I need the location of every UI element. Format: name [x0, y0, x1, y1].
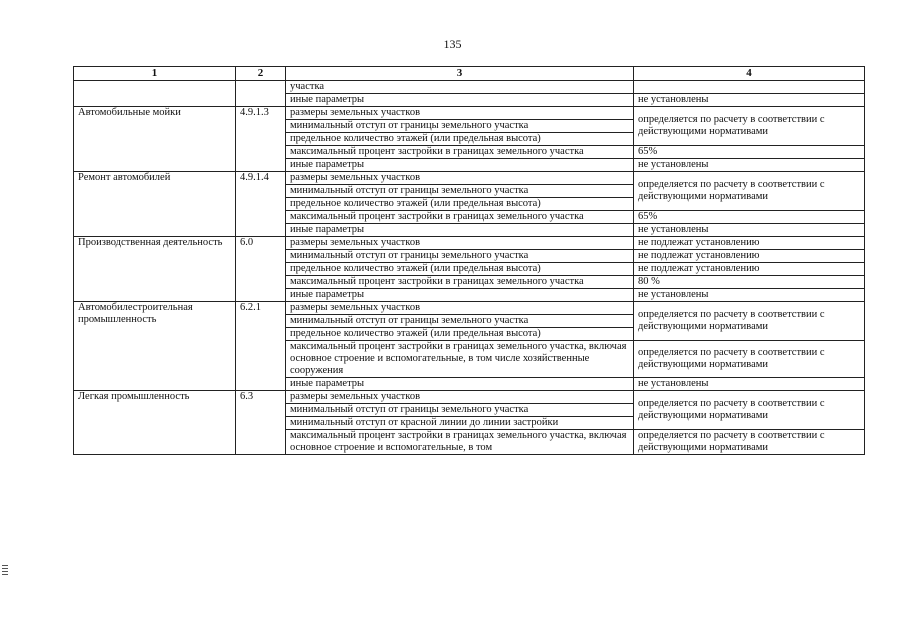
- table-row: [74, 172, 865, 185]
- use-code-cell: 4.9.1.4: [236, 172, 286, 237]
- param-cell: предельное количество этажей (или предельная высота): [286, 263, 634, 276]
- param-cell: размеры земельных участков: [286, 237, 634, 250]
- param-cell: размеры земельных участков: [286, 391, 634, 404]
- header-col-3: 3: [286, 67, 634, 81]
- regulations-table: [73, 66, 865, 455]
- value-cell: не установлены: [634, 94, 865, 107]
- param-cell: иные параметры: [286, 289, 634, 302]
- table-header-row: [74, 67, 865, 81]
- param-cell: предельное количество этажей (или предельная высота): [286, 328, 634, 341]
- use-code-cell: 6.2.1: [236, 302, 286, 391]
- value-cell: не установлены: [634, 159, 865, 172]
- value-cell: 80 %: [634, 276, 865, 289]
- value-cell: определяется по расчету в соответствии с действующими нормативами: [634, 341, 865, 378]
- scan-margin-marks: [2, 565, 8, 577]
- use-name-cell: Автомобилестроительная промышленность: [74, 302, 236, 391]
- page-number: 135: [443, 37, 462, 51]
- use-name-cell: [74, 81, 236, 107]
- regulations-table-wrapper: [73, 66, 864, 455]
- value-cell: определяется по расчету в соответствии с действующими нормативами: [634, 391, 865, 430]
- table-row: [74, 302, 865, 315]
- use-code-cell: 6.3: [236, 391, 286, 455]
- value-cell: определяется по расчету в соответствии с действующими нормативами: [634, 107, 865, 146]
- use-code-cell: 6.0: [236, 237, 286, 302]
- param-cell: предельное количество этажей (или предельная высота): [286, 198, 634, 211]
- use-name-cell: Ремонт автомобилей: [74, 172, 236, 237]
- param-cell: максимальный процент застройки в границах земельного участка, включая основное строение и вспомогательные, в том: [286, 430, 634, 455]
- param-cell: минимальный отступ от границы земельного участка: [286, 120, 634, 133]
- param-cell: минимальный отступ от границы земельного участка: [286, 315, 634, 328]
- param-cell: минимальный отступ от границы земельного участка: [286, 250, 634, 263]
- param-cell: размеры земельных участков: [286, 172, 634, 185]
- value-cell: определяется по расчету в соответствии с действующими нормативами: [634, 302, 865, 341]
- param-cell: участка: [286, 81, 634, 94]
- param-cell: минимальный отступ от границы земельного участка: [286, 404, 634, 417]
- use-name-cell: Производственная деятельность: [74, 237, 236, 302]
- param-cell: минимальный отступ от границы земельного участка: [286, 185, 634, 198]
- value-cell: не установлены: [634, 289, 865, 302]
- value-cell: определяется по расчету в соответствии с действующими нормативами: [634, 430, 865, 455]
- param-cell: максимальный процент застройки в границах земельного участка: [286, 276, 634, 289]
- table-row: [74, 237, 865, 250]
- value-cell: не подлежат установлению: [634, 237, 865, 250]
- table-row: [74, 391, 865, 404]
- use-code-cell: [236, 81, 286, 107]
- param-cell: иные параметры: [286, 378, 634, 391]
- header-col-1: 1: [74, 67, 236, 81]
- value-cell: не подлежат установлению: [634, 263, 865, 276]
- table-row: [74, 107, 865, 120]
- param-cell: минимальный отступ от красной линии до линии застройки: [286, 417, 634, 430]
- param-cell: иные параметры: [286, 159, 634, 172]
- param-cell: максимальный процент застройки в границах земельного участка: [286, 211, 634, 224]
- param-cell: иные параметры: [286, 94, 634, 107]
- use-name-cell: Автомобильные мойки: [74, 107, 236, 172]
- header-col-4: 4: [634, 67, 865, 81]
- table-row: [74, 81, 865, 94]
- value-cell: 65%: [634, 146, 865, 159]
- param-cell: максимальный процент застройки в границах земельного участка: [286, 146, 634, 159]
- use-name-cell: Легкая промышленность: [74, 391, 236, 455]
- param-cell: размеры земельных участков: [286, 302, 634, 315]
- value-cell: не подлежат установлению: [634, 250, 865, 263]
- param-cell: размеры земельных участков: [286, 107, 634, 120]
- param-cell: максимальный процент застройки в границах земельного участка, включая основное строение и вспомогательные, в том числе хозяйственные сооружения: [286, 341, 634, 378]
- header-col-2: 2: [236, 67, 286, 81]
- value-cell: 65%: [634, 211, 865, 224]
- value-cell: [634, 81, 865, 94]
- use-code-cell: 4.9.1.3: [236, 107, 286, 172]
- value-cell: не установлены: [634, 224, 865, 237]
- param-cell: предельное количество этажей (или предельная высота): [286, 133, 634, 146]
- value-cell: не установлены: [634, 378, 865, 391]
- param-cell: иные параметры: [286, 224, 634, 237]
- value-cell: определяется по расчету в соответствии с действующими нормативами: [634, 172, 865, 211]
